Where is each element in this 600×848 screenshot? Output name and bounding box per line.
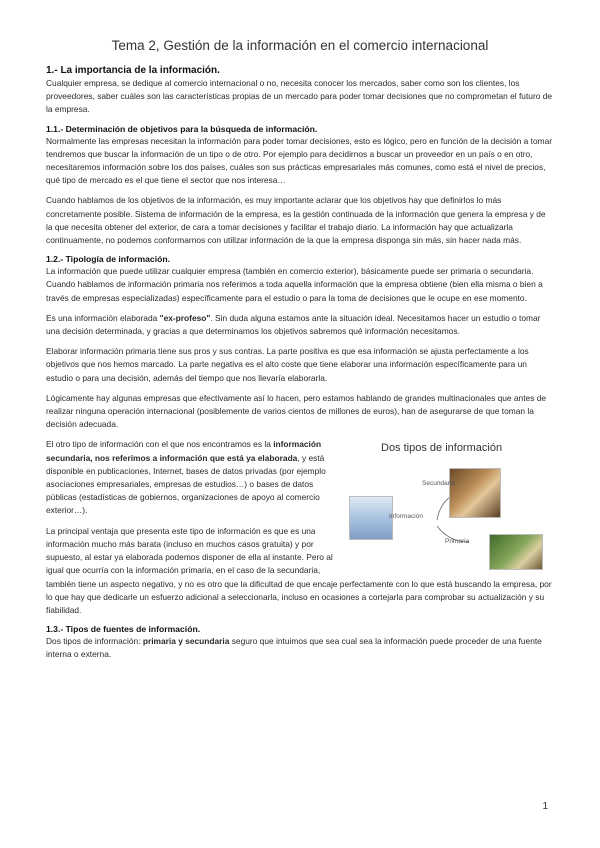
- paragraph-text: . Sin duda alguna estamos ante la situación ideal. Necesitamos hacer un estudio o tomar una decisión determinada, y gracias a que determinamos los objetivos sabremos qué información necesitamos.: [46, 312, 541, 337]
- paragraph-text: El otro tipo de información con el que nos encontramos es la: [46, 439, 274, 450]
- section-1-2-heading: 1.2.- Tipología de información.: [46, 254, 170, 265]
- paragraph-text: Es una información elaborada: [46, 312, 160, 323]
- section-1-2-paragraph-3: Elaborar información primaria tiene sus pros y sus contras. La parte positiva es que esa información se ajusta perfectamente a los objetivos que nos hemos marcado. La parte negativa es el alto coste que tiene elaborar una información específicamente para un estudio o para una decisión, además del tiempo que nos llevaría elaborarla.: [46, 346, 529, 383]
- section-1-heading: 1.- La importancia de la información.: [46, 65, 220, 76]
- section-1-2-paragraph-4: Lógicamente hay algunas empresas que efectivamente así lo hacen, pero estamos hablando de grandes multinacionales que antes de realizar ninguna operación internacional (posiblemente de varios cientos de millones de euros), han de asegurarse de que toman la decisión adecuada.: [46, 392, 547, 430]
- library-photo: [449, 468, 501, 518]
- emphasis-ex-profeso: "ex-profeso": [159, 312, 211, 323]
- interview-photo: [489, 534, 543, 570]
- document-title: Tema 2, Gestión de la información en el comercio internacional: [111, 38, 489, 53]
- section-1-3-heading: 1.3.- Tipos de fuentes de información.: [46, 624, 201, 635]
- chart-screen-photo: [349, 496, 393, 540]
- page-number: 1: [542, 801, 548, 812]
- paragraph-text: , y está disponible en publicaciones, Internet, bases de datos privadas (por ejemplo asociaciones empresariales, empresas de estudios…) o bases de datos públicas (estadísticas de gobiernos, organizaciones de apoyo al comercio exterior…).: [46, 452, 326, 516]
- figure-title: Dos tipos de información: [381, 442, 503, 455]
- emphasis-primary-secondary: primaria y secundaria: [142, 636, 230, 647]
- label-primary: Primaria: [445, 538, 470, 546]
- section-1-2-paragraph-1: La información que puede utilizar cualquier empresa (también en comercio exterior), básicamente puede ser primaria o secundaria. Cuando hablamos de información primaria nos referimos a toda aquella información que la empresa obtiene (bien ella misma o bien a través de empresas especializadas) específicamente para el estudio o para la toma de decisiones que le ocupe en ese momento.: [46, 266, 543, 303]
- section-1-3-paragraph: [46, 635, 554, 661]
- paragraph-text: Dos tipos de información:: [46, 636, 143, 647]
- label-secondary: Secundaria: [422, 480, 455, 488]
- label-information: Información: [389, 513, 423, 521]
- section-1-1-paragraph-1: Normalmente las empresas necesitan la información para poder tomar decisiones, esto es lógico, pero en función de la decisión a tomar tendremos que buscar la información de un tipo o de otro. Por ejemplo para decidirnos a buscar un proveedor en un país o en otro, necesitaremos información sobre los dos países, cuáles son sus prácticas empresariales más comunes, como está el nivel de precios, qué tipo de mercado es el que tiene el sector que nos interesa…: [46, 135, 553, 186]
- section-1-paragraph: Cualquier empresa, se dedique al comercio internacional o no, necesita conocer los mercados, saber como son los clientes, los proveedores, saber cuáles son las características propias de un mercado para poder tomar decisiones que no comprometan el futuro de la empresa.: [46, 78, 553, 115]
- emphasis-secondary-info: información secundaria, nos referimos a información que está ya elaborada: [46, 439, 322, 463]
- figure-wrap: [46, 438, 554, 617]
- section-1-1-heading: 1.1.- Determinación de objetivos para la búsqueda de información.: [46, 123, 318, 134]
- section-1-2-paragraph-6: La principal ventaja que presenta este tipo de información es que es una información mucho más barata (incluso en muchos casos gratuita) y por supuesto, al estar ya elaborada podemos disponer de ella al instante. Pero al igual que ocurría con la información primaria, en el caso de la secundaria, también tiene un aspecto negativo, y no es otro que la dificultad de que encaje perfectamente con lo que está buscando la empresa, por lo que hay que dedicarle un esfuerzo adicional a seleccionarla, incluso en ocasiones a cortejarla para comprobar su actualización y su fiabilidad.: [46, 525, 552, 615]
- section-1-2-paragraph-2: [46, 312, 554, 338]
- paragraph-text: seguro que intuimos que sea cual sea la información puede proceder de una fuente interna o externa.: [46, 636, 542, 660]
- info-types-figure: [349, 438, 554, 568]
- section-1-1-paragraph-2: Cuando hablamos de los objetivos de la información, es muy importante aclarar que los objetivos hay que definirlos lo más concretamente posible. Sistema de información de la empresa, es la gestión continuada de la información que genera la empresa y de la que necesita obtener del exterior, de cara a tomar decisiones y facilitar el trabajo diario. La información hay que actualizarla continuamente, no podemos conformarnos con utilizar información de la que la empresa disponga sin más, sin hacer nada más.: [46, 195, 546, 246]
